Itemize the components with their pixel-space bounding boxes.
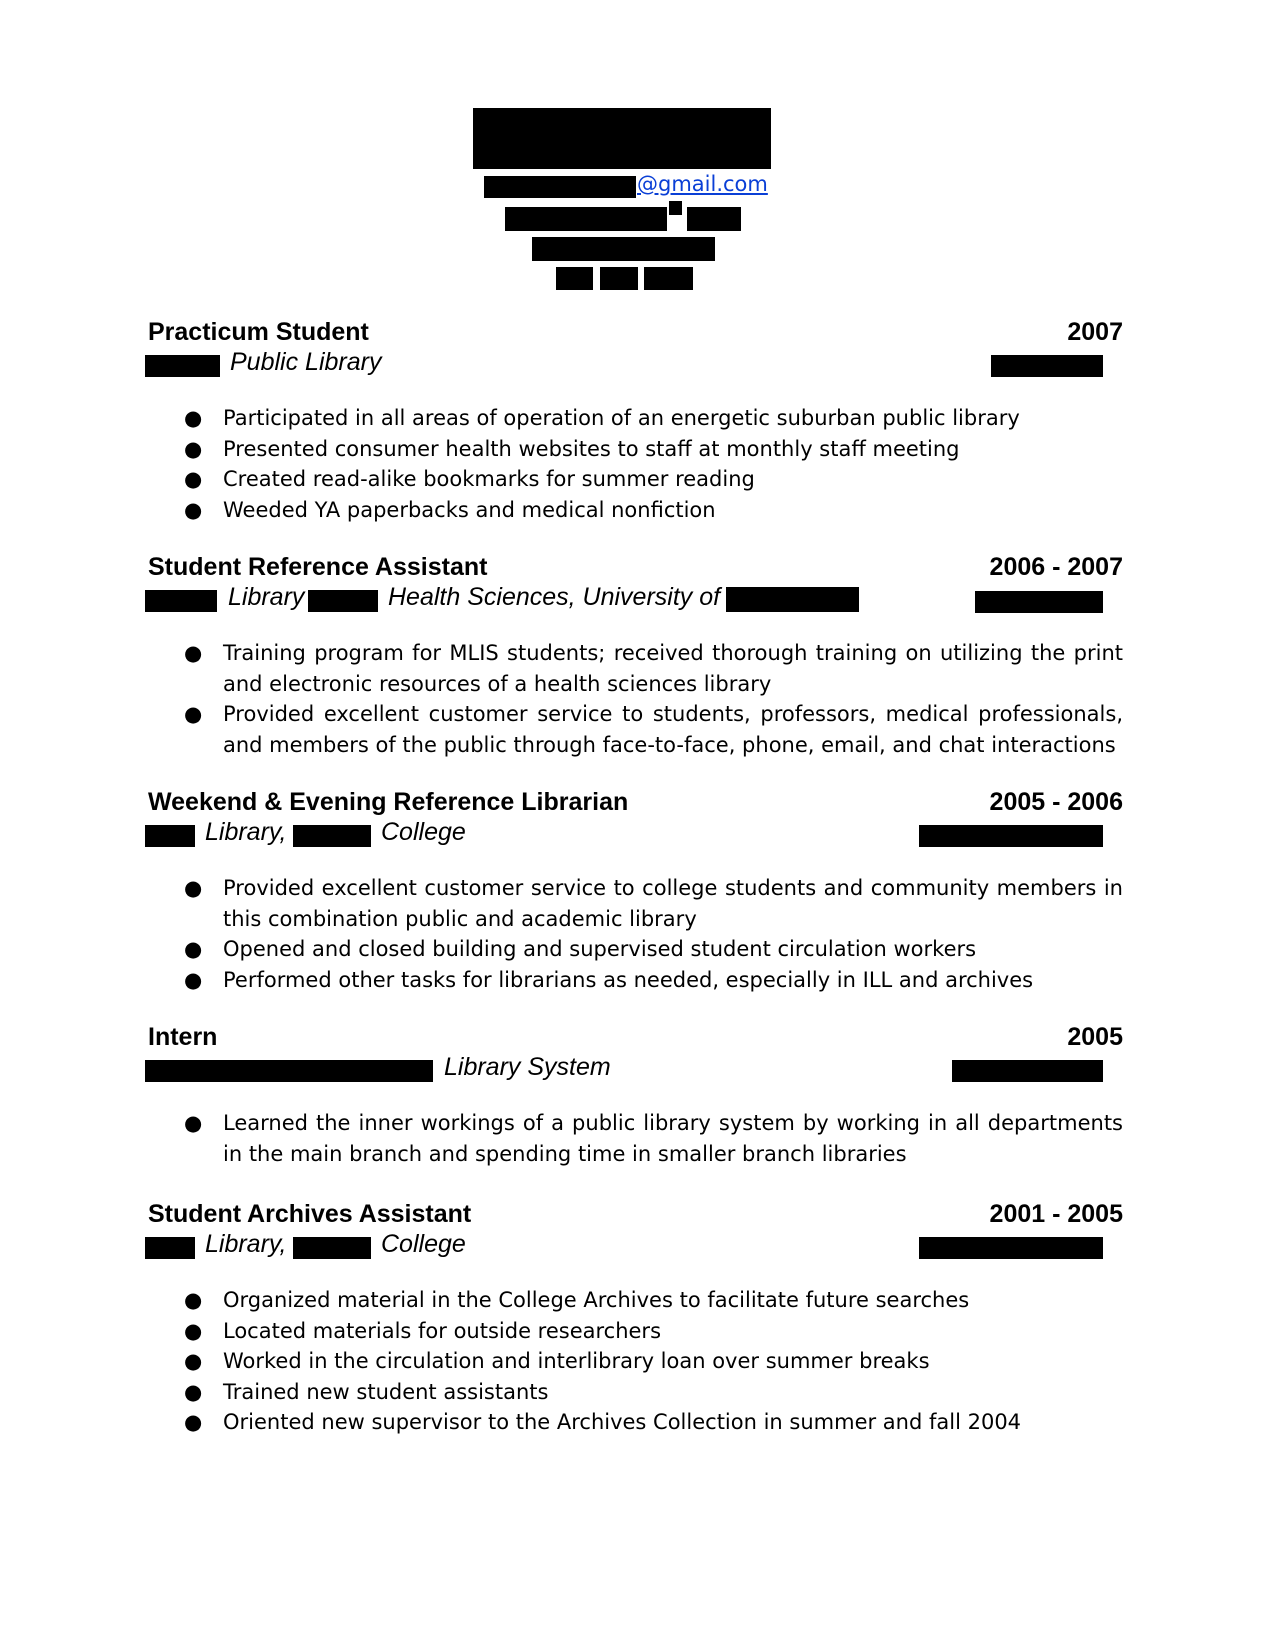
redacted-location [991,355,1103,377]
redacted-address-1 [505,207,667,231]
job-organization [148,1230,1123,1266]
redacted-org [293,825,371,847]
job-organization [148,818,1123,854]
list-item: ● Organized material in the College Archives to facilitate future searches [184,1288,970,1312]
list-item: ● Participated in all areas of operation of an energetic suburban public library [184,406,1020,430]
job-entry [148,318,1123,384]
list-item: ● Performed other tasks for librarians as needed, especially in ILL and archives [184,967,1034,992]
redacted-org [308,590,378,612]
redacted-location [975,591,1103,613]
redacted-address-2 [669,201,682,215]
job-duties [148,873,1123,995]
list-item: ● Training program for MLIS students; received thorough training on utilizing the print and electronic resources of a health sciences library [184,641,1123,696]
org-text: Library System [444,1053,611,1081]
org-text: Health Sciences, University of [388,583,721,611]
job-entry [148,553,1123,619]
list-item: ● Provided excellent customer service to college students and community members in this combination public and academic library [184,876,1123,931]
list-item: ● Learned the inner workings of a public library system by working in all departments in the main branch and spending time in smaller branch libraries [184,1111,1123,1166]
job-title: Intern [148,1023,218,1051]
email-link[interactable]: @gmail.com [637,172,768,196]
job-entry [148,788,1123,854]
job-dates: 2005 - 2006 [989,788,1123,816]
redacted-email-user [484,176,636,198]
job-duties [148,403,1123,525]
job-dates: 2005 [1067,1023,1123,1051]
redacted-org [145,1060,433,1082]
list-item: ● Weeded YA paperbacks and medical nonfiction [184,497,716,522]
job-title: Practicum Student [148,318,369,346]
job-duties [148,638,1123,760]
redacted-org [726,587,859,612]
redacted-phone-1 [556,267,593,290]
redacted-address-3 [687,207,741,231]
list-item: ● Created read-alike bookmarks for summer reading [184,467,755,491]
job-title: Weekend & Evening Reference Librarian [148,788,629,816]
list-item: ● Trained new student assistants [184,1379,549,1404]
job-title: Student Archives Assistant [148,1200,472,1228]
list-item: ● Provided excellent customer service to students, professors, medical professionals, and members of the public through face-to-face, phone, email, and chat interactions [184,702,1123,757]
job-duties [148,1108,1123,1169]
org-text: Library, [205,818,287,846]
list-item: ● Oriented new supervisor to the Archives Collection in summer and fall 2004 [184,1410,1022,1434]
redacted-phone-3 [644,267,693,290]
redacted-phone-2 [600,267,638,290]
org-text: Library, [205,1230,287,1258]
list-item: ● Opened and closed building and supervised student circulation workers [184,937,977,961]
org-text: College [381,818,466,846]
org-text: College [381,1230,466,1258]
redacted-city [532,237,715,261]
list-item: ● Worked in the circulation and interlibrary loan over summer breaks [184,1349,930,1373]
job-organization [148,1053,1123,1089]
redacted-location [952,1060,1103,1082]
job-title: Student Reference Assistant [148,553,488,581]
job-dates: 2006 - 2007 [989,553,1123,581]
job-organization [148,583,1123,619]
redacted-org [145,590,217,612]
redacted-name [473,108,771,169]
job-dates: 2001 - 2005 [989,1200,1123,1228]
org-text: Public Library [230,348,382,376]
redacted-location [919,1237,1103,1259]
job-dates: 2007 [1067,318,1123,346]
job-entry [148,1200,1123,1266]
redacted-org [145,1237,195,1259]
redacted-org [145,825,195,847]
redacted-org [293,1237,371,1259]
job-organization [148,348,1123,384]
list-item: ● Presented consumer health websites to staff at monthly staff meeting [184,436,960,461]
job-entry [148,1023,1123,1089]
org-text: Library [228,583,305,611]
job-duties [148,1285,1123,1438]
redacted-org [145,355,220,377]
list-item: ● Located materials for outside researchers [184,1318,662,1343]
redacted-location [919,825,1103,847]
